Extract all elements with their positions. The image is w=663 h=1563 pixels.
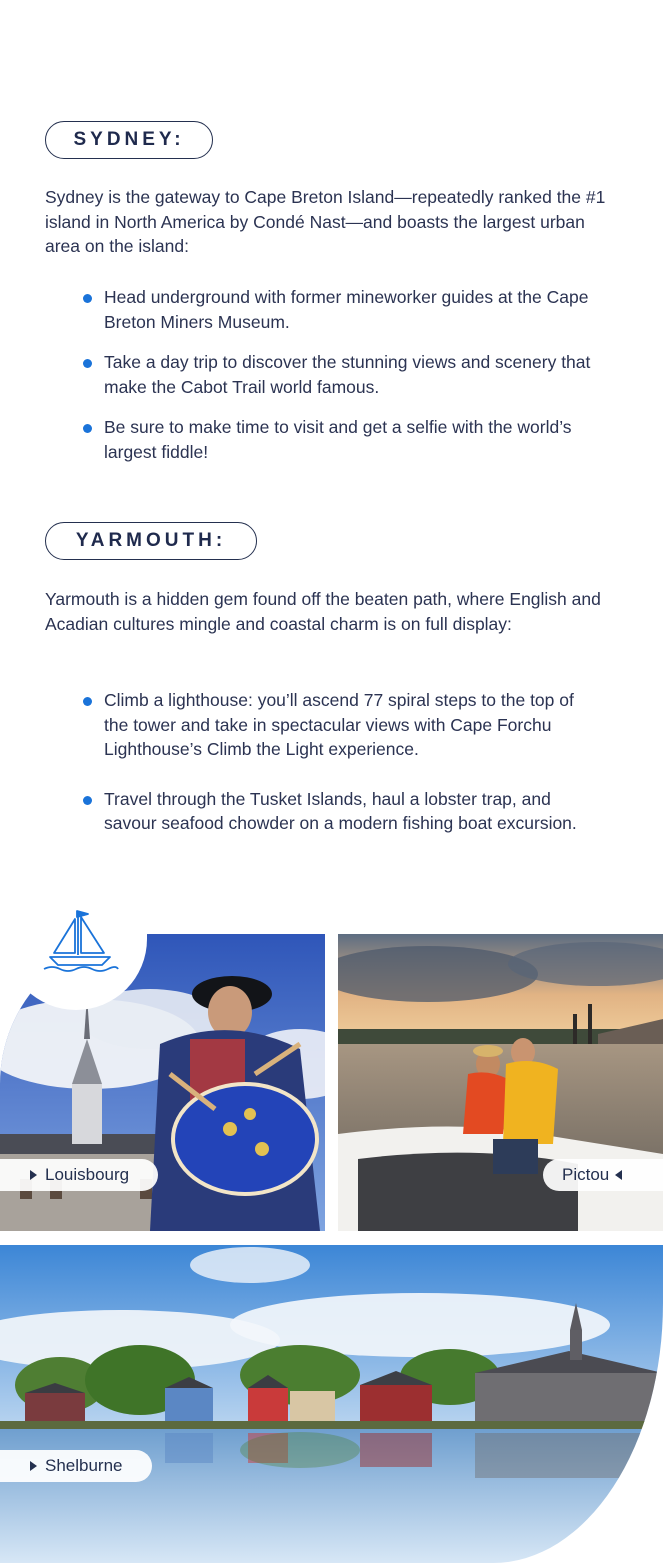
list-item: Be sure to make time to visit and get a selfie with the world’s largest fiddle! — [83, 415, 593, 464]
sydney-heading-text: SYDNEY: — [73, 129, 185, 150]
pictou-label: Pictou — [562, 1165, 610, 1184]
louisbourg-label: Louisbourg — [45, 1165, 130, 1184]
sydney-heading — [45, 121, 213, 159]
shelburne-label: Shelburne — [45, 1456, 123, 1475]
shelburne-tag[interactable] — [0, 1450, 152, 1482]
yarmouth-heading-text: YARMOUTH: — [75, 530, 227, 551]
list-item: Travel through the Tusket Islands, haul a lobster trap, and savour seafood chowder on a modern fishing boat excursion. — [83, 787, 593, 836]
sydney-bullets — [83, 285, 593, 464]
list-item: Climb a lighthouse: you’ll ascend 77 spiral steps to the top of the tower and take in spectacular views with Cape Forchu Lighthouse’s Climb the Light experience. — [83, 688, 593, 762]
pictou-tag[interactable] — [543, 1159, 663, 1191]
louisbourg-tag[interactable] — [0, 1159, 158, 1191]
yarmouth-heading — [45, 522, 257, 560]
shelburne-photo — [0, 1245, 663, 1563]
yarmouth-intro: Yarmouth is a hidden gem found off the beaten path, where English and Acadian cultures mingle and coastal charm is on full display: — [45, 589, 601, 634]
yarmouth-bullets — [83, 688, 593, 836]
sydney-intro: Sydney is the gateway to Cape Breton Island—repeatedly ranked the #1 island in North America by Condé Nast—and boasts the largest urban area on the island: — [45, 187, 606, 256]
list-item: Head underground with former mineworker guides at the Cape Breton Miners Museum. — [83, 285, 593, 334]
play-arrow-icon — [30, 1170, 37, 1180]
arrow-left-icon — [615, 1170, 622, 1180]
play-arrow-icon — [30, 1461, 37, 1471]
sailboat-icon — [40, 905, 120, 975]
list-item: Take a day trip to discover the stunning views and scenery that make the Cabot Trail world famous. — [83, 350, 593, 399]
